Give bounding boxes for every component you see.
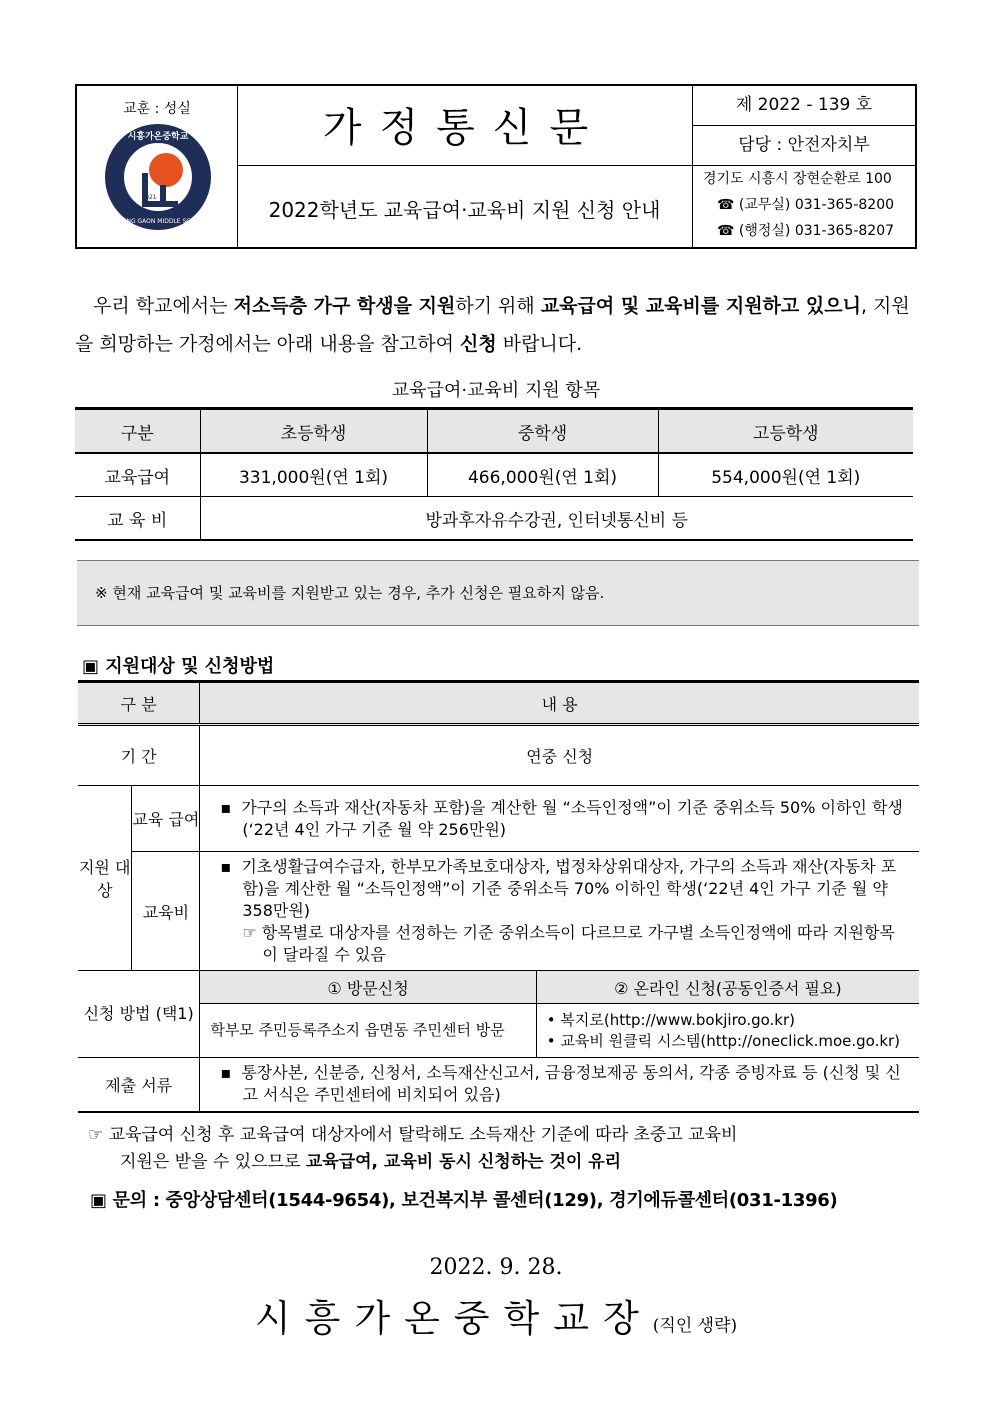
subtitle-cell	[237, 166, 693, 247]
list-item: ▪ 가구의 소득과 재산(자동차 포함)을 계산한 월 “소득인정액”이 기준 중위소득 50% 이하인 학생(‘22년 4인 가구 기준 월 약 256만원)	[220, 797, 903, 839]
table-row	[78, 725, 919, 786]
logo-cell	[77, 86, 238, 247]
notice-box: ※ 현재 교육급여 및 교육비를 지원받고 있는 경우, 추가 신청은 필요하지 않음.	[77, 560, 919, 626]
table-header-row	[78, 682, 919, 725]
column-header: 구분	[75, 409, 200, 454]
row-label: 기 간	[78, 725, 200, 786]
school-logo	[104, 123, 212, 231]
note-line: ☞ 교육급여 신청 후 교육급여 대상자에서 탈락해도 소득재산 기준에 따라 초중고 교육비	[88, 1125, 738, 1145]
table-row	[78, 1004, 919, 1058]
table-cell	[200, 852, 919, 971]
column-header: 중학생	[427, 409, 658, 454]
table-cell: 554,000원(연 1회)	[658, 453, 913, 497]
bullet-list	[200, 793, 919, 845]
contact-block	[693, 166, 915, 247]
intro-emphasis: 교육급여 및 교육비를 지원하고 있으니	[540, 295, 861, 317]
table-cell: 학부모 주민등록주소지 읍면동 주민센터 방문	[200, 1004, 536, 1058]
note-text: 지원은 받을 수 있으므로	[120, 1152, 306, 1172]
phone-admin: ☎ (행정실) 031-365-8207	[717, 223, 895, 239]
column-header: ① 방문신청	[200, 971, 536, 1004]
table-cell	[200, 1058, 919, 1112]
column-header: 내 용	[200, 682, 919, 725]
seal-note: (직인 생략)	[652, 1316, 738, 1336]
table-row	[78, 786, 919, 852]
target-label: 지원 대상	[78, 858, 131, 900]
phone-teachers: ☎ (교무실) 031-365-8200	[717, 197, 895, 213]
department: 담당 : 안전자치부	[693, 126, 915, 166]
intro-text: 하기 위해	[455, 295, 541, 317]
table-row	[78, 971, 919, 1004]
principal-name: 시흥가온중학교장	[254, 1297, 653, 1340]
row-sublabel: 교육비	[132, 852, 200, 971]
support-table-title: 교육급여·교육비 지원 항목	[391, 380, 601, 401]
row-sublabel: 교육 급여	[132, 786, 200, 852]
table-cell: 466,000원(연 1회)	[427, 453, 658, 497]
intro-text: 바랍니다.	[496, 333, 583, 355]
row-label: 제출 서류	[78, 1058, 200, 1112]
issue-date: 2022. 9. 28.	[429, 1255, 563, 1280]
list-item: ▪ 통장사본, 신분증, 신청서, 소득재산신고서, 금융정보제공 동의서, 각종 증빙자료 등 (신청 및 신고 서식은 주민센터에 비치되어 있음)	[220, 1063, 901, 1105]
footer-note	[88, 1122, 923, 1176]
section-heading: ▣ 지원대상 및 신청방법	[82, 656, 275, 677]
row-label: 신청 방법 (택1)	[78, 971, 200, 1058]
list-item-text: 기초생활급여수급자, 한부모가족보호대상자, 법정차상위대상자, 가구의 소득과 재산(자동차 포함)을 계산한 월 “소득인정액”이 기준 중위소득 70% 이하인 학생(‘22년 4인 가구 기준 월 약 358만원)	[241, 857, 897, 920]
column-header: 구 분	[78, 682, 200, 725]
table-row	[78, 1058, 919, 1112]
logo-year: 2021	[141, 194, 157, 201]
row-label	[78, 786, 132, 971]
table-cell: 331,000원(연 1회)	[200, 453, 427, 497]
inquiry-line: ▣ 문의 : 중앙상담센터(1544-9654), 보건복지부 콜센터(129), 경기에듀콜센터(031-1396)	[90, 1190, 838, 1211]
table-header-row	[75, 409, 913, 454]
intro-text: 우리 학교에서는	[93, 295, 234, 317]
bullet-list	[200, 1058, 919, 1110]
logo-text-en: SIHEUNG GAON MIDDLE SCHOOL	[108, 218, 208, 225]
table-cell	[536, 1004, 919, 1058]
note-emphasis: 교육급여, 교육비 동시 신청하는 것이 유리	[305, 1152, 622, 1172]
support-table	[75, 407, 913, 541]
title-cell	[237, 86, 693, 166]
school-motto: 교훈 : 성실	[123, 101, 191, 117]
table-cell: 교 육 비	[75, 497, 200, 541]
note-line	[88, 1149, 923, 1176]
eligibility-table	[78, 680, 919, 1113]
column-header: 초등학생	[200, 409, 427, 454]
list-item-text: 가구의 소득과 재산(자동차 포함)을 계산한 월 “소득인정액”이 기준 중위소득 50% 이하인 학생(‘22년 4인 가구 기준 월 약 256만원)	[241, 797, 903, 839]
table-row	[75, 497, 913, 541]
intro-text: , 지원을 희망하는 가정에서는 아래 내용을 참고하여	[75, 295, 910, 355]
header-box	[75, 84, 917, 249]
list-item: • 교육비 원클릭 시스템(http://oneclick.moe.go.kr)	[546, 1031, 901, 1050]
column-header: ② 온라인 신청(공동인증서 필요)	[536, 971, 919, 1004]
page-title: 가정통신문	[322, 105, 607, 151]
list-item-text: 통장사본, 신분증, 신청서, 소득재산신고서, 금융정보제공 동의서, 각종 증빙자료 등 (신청 및 신고 서식은 주민센터에 비치되어 있음)	[241, 1063, 901, 1105]
table-row	[75, 453, 913, 497]
page-subtitle: 2022학년도 교육급여·교육비 지원 신청 안내	[268, 198, 661, 222]
column-header: 고등학생	[658, 409, 913, 454]
bullet-list	[200, 852, 919, 970]
issue-number: 제 2022 - 139 호	[693, 86, 915, 126]
list-item: ▪ 기초생활급여수급자, 한부모가족보호대상자, 법정차상위대상자, 가구의 소득과 재산(자동차 포함)을 계산한 월 “소득인정액”이 기준 중위소득 70% 이하인 학생(‘22년 4인 가구 기준 월 약 358만원)	[220, 857, 897, 920]
list-item: • 복지로(http://www.bokjiro.go.kr)	[546, 1010, 796, 1029]
intro-emphasis: 저소득층 가구 학생을 지원	[233, 295, 456, 317]
table-cell	[200, 786, 919, 852]
intro-emphasis: 신청	[459, 333, 497, 355]
list-note: ☞ 항목별로 대상자를 선정하는 기준 중위소득이 다르므로 가구별 소득인정액에 따라 지원항목이 달라질 수 있음	[242, 923, 895, 964]
school-address: 경기도 시흥시 장현순환로 100	[703, 171, 892, 187]
table-cell: 교육급여	[75, 453, 200, 497]
table-row	[78, 852, 919, 971]
logo-text: 시흥가온중학교	[127, 132, 189, 142]
principal-signature	[0, 1288, 992, 1342]
table-cell: 연중 신청	[200, 725, 919, 786]
intro-paragraph	[75, 287, 925, 363]
table-cell: 방과후자유수강권, 인터넷통신비 등	[200, 497, 913, 541]
